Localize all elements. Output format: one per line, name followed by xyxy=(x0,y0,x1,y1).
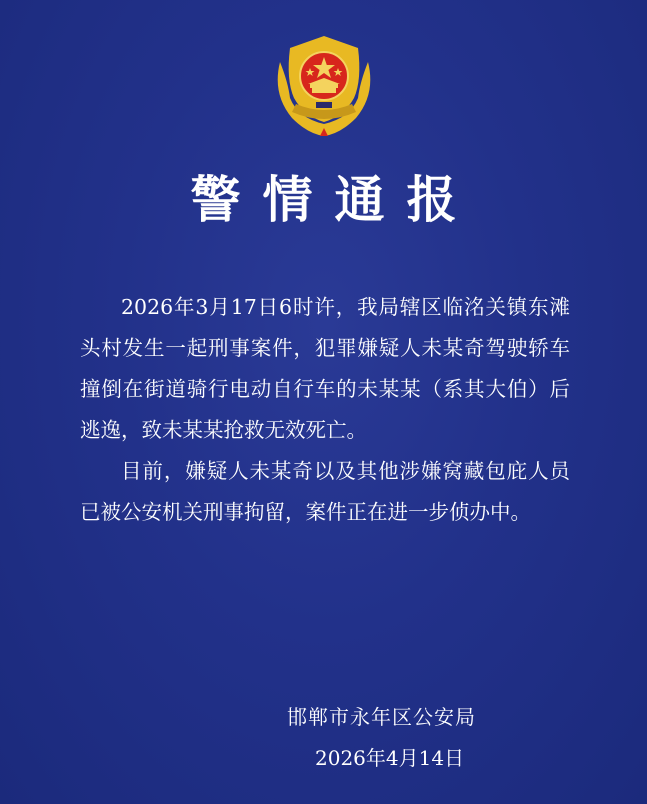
notice-body xyxy=(80,287,570,533)
issuer-name: 邯郸市永年区公安局 xyxy=(287,705,476,729)
police-emblem-icon xyxy=(270,32,378,140)
signature-block xyxy=(270,697,570,779)
notice-paragraph: 2026年3月17日6时许，我局辖区临洺关镇东滩头村发生一起刑事案件，犯罪嫌疑人未某奇驾驶轿车撞倒在街道骑行电动自行车的未某某（系其大伯）后逃逸，致未某某抢救无效死亡。 xyxy=(80,295,570,442)
notice-paragraph: 目前，嫌疑人未某奇以及其他涉嫌窝藏包庇人员已被公安机关刑事拘留，案件正在进一步侦办中。 xyxy=(80,459,570,524)
page-title: 警情通报 xyxy=(190,171,479,229)
issue-date: 2026年4月14日 xyxy=(315,746,465,770)
